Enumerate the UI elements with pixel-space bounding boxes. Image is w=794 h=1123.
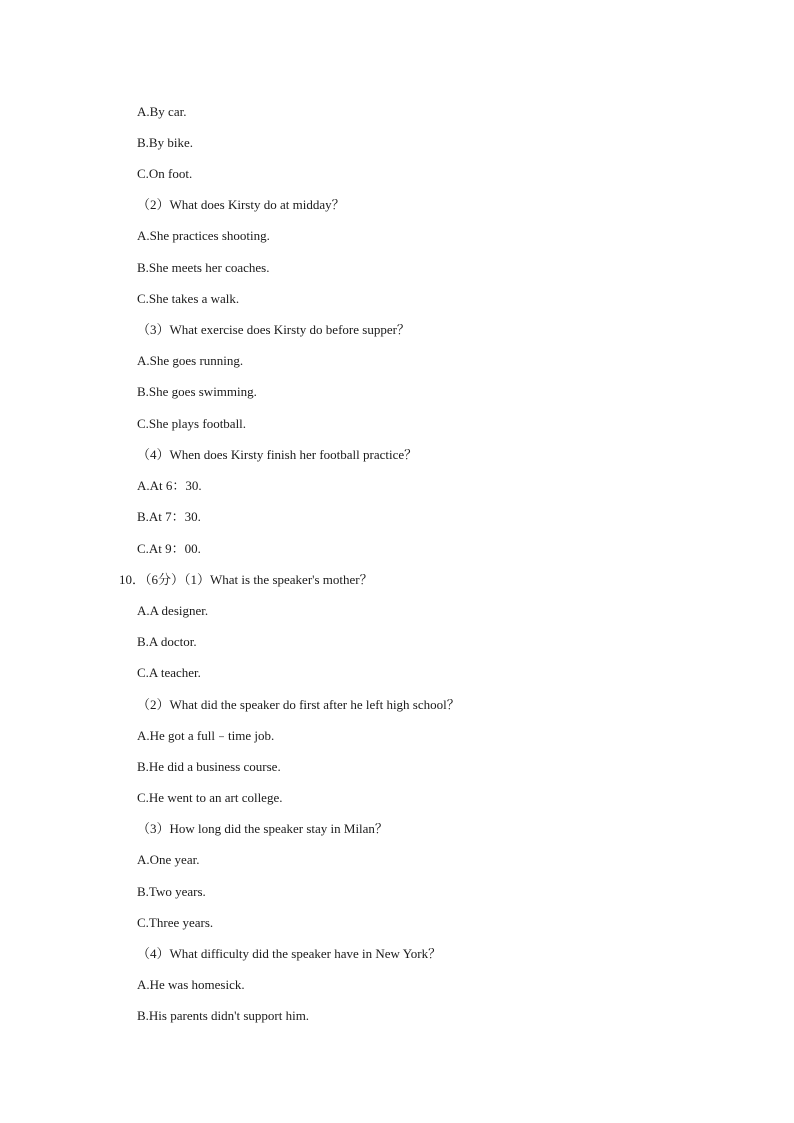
option-line: C.Three years. — [137, 915, 214, 930]
option-line: C.She takes a walk. — [137, 291, 240, 306]
option-line: A.He got a full﹣time job. — [137, 728, 275, 743]
option-line: C.He went to an art college. — [137, 790, 283, 805]
option-line: B.A doctor. — [137, 634, 197, 649]
option-line: A.He was homesick. — [137, 977, 245, 992]
option-line: A.One year. — [137, 852, 200, 867]
sub-question: （2）What did the speaker do first after he left high school？ — [137, 697, 460, 712]
option-line: C.At 9：00. — [137, 541, 201, 556]
option-line: C.On foot. — [137, 166, 193, 181]
option-line: A.She practices shooting. — [137, 228, 270, 243]
option-line: A.At 6：30. — [137, 478, 202, 493]
option-line: A.She goes running. — [137, 353, 244, 368]
option-line: A.A designer. — [137, 603, 209, 618]
option-line: B.His parents didn't support him. — [137, 1008, 310, 1023]
option-line: B.At 7：30. — [137, 509, 201, 524]
sub-question: （4）When does Kirsty finish her football practice？ — [137, 447, 418, 462]
option-line: B.By bike. — [137, 135, 193, 150]
option-line: A.By car. — [137, 104, 187, 119]
sub-question: （3）How long did the speaker stay in Milan？ — [137, 821, 388, 836]
sub-question: （2）What does Kirsty do at midday？ — [137, 197, 345, 212]
option-line: C.She plays football. — [137, 416, 247, 431]
sub-question: （3）What exercise does Kirsty do before supper？ — [137, 322, 410, 337]
option-line: B.Two years. — [137, 884, 206, 899]
option-line: B.He did a business course. — [137, 759, 281, 774]
option-line: B.She goes swimming. — [137, 384, 257, 399]
option-line: C.A teacher. — [137, 665, 201, 680]
question-header: 10．（6分）（1）What is the speaker's mother？ — [119, 572, 373, 587]
sub-question: （4）What difficulty did the speaker have in New York？ — [137, 946, 442, 961]
option-line: B.She meets her coaches. — [137, 260, 270, 275]
